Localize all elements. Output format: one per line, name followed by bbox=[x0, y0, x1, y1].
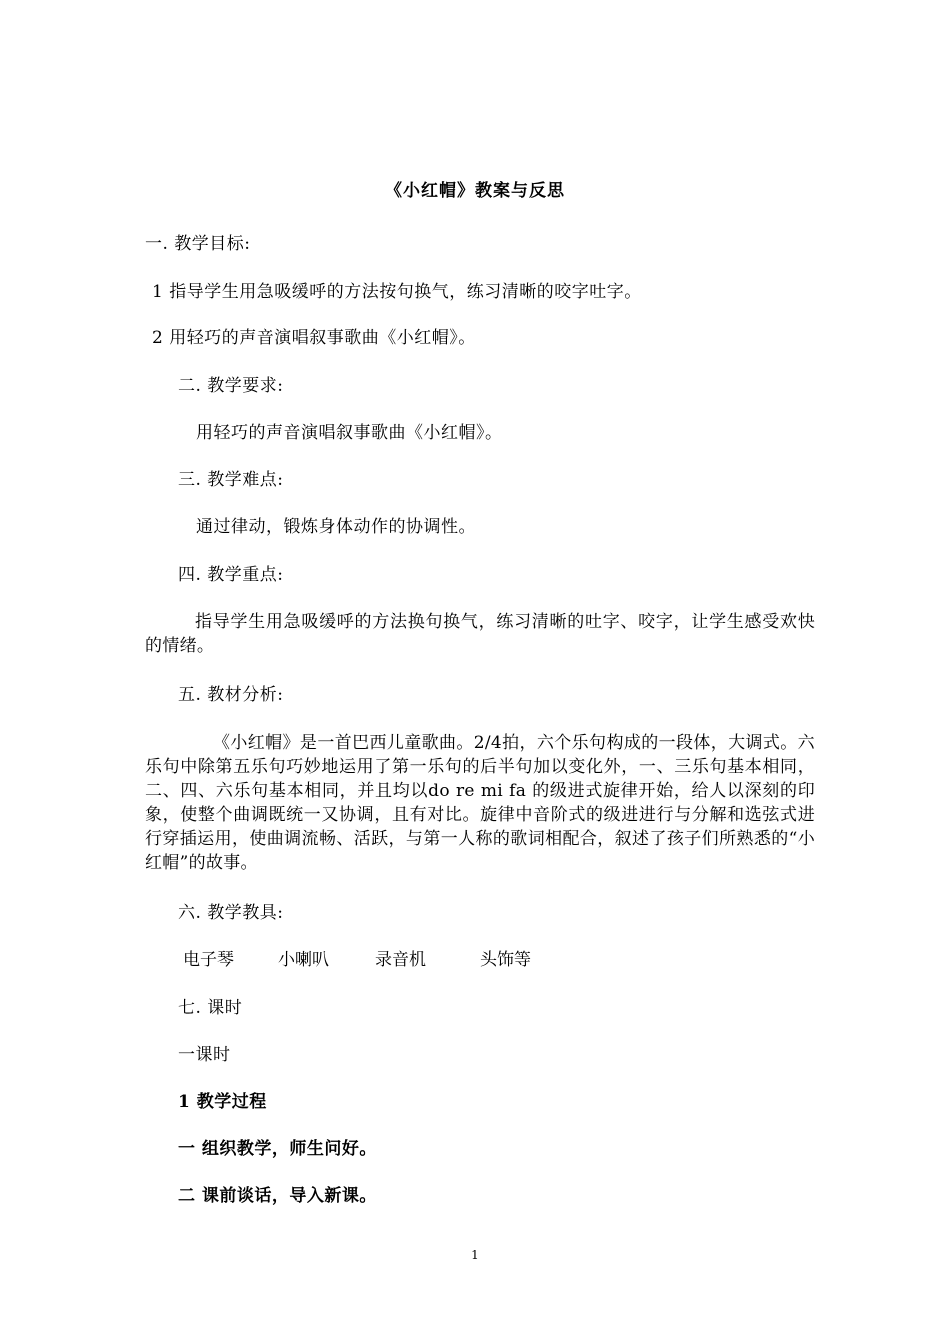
objective-item-2: 2 用轻巧的声音演唱叙事歌曲《小红帽》。 bbox=[152, 328, 476, 348]
teaching-aids-list bbox=[183, 948, 531, 972]
section-heading-key-points: 四. 教学重点: bbox=[178, 565, 284, 585]
section-heading-material-analysis: 五. 教材分析: bbox=[178, 685, 284, 705]
material-analysis-text: 《小红帽》是一首巴西儿童歌曲。2/4拍，六个乐句构成的一段体，大调式。六乐句中除第五乐句巧妙地运用了第一乐句的后半句加以变化外，一、三乐句基本相同，二、四、六乐句基本相同，并且均以do re mi fa 的级进式旋律开始，给人以深刻的印象，使整个曲调既统一又协调，且有对比。旋律中音阶式的级进进行与分解和选弦式进行穿插运用，使曲调流畅、活跃，与第一人称的歌词相配合，叙述了孩子们所熟悉的“小红帽”的故事。 bbox=[145, 733, 815, 873]
teaching-aid-item: 小喇叭 bbox=[278, 950, 329, 970]
teaching-aid-item: 录音机 bbox=[375, 950, 426, 970]
key-points-text: 指导学生用急吸缓呼的方法换句换气，练习清晰的吐字、咬字，让学生感受欢快的情绪。 bbox=[145, 612, 815, 656]
class-hours-text: 一课时 bbox=[178, 1045, 231, 1065]
section-heading-requirements: 二. 教学要求: bbox=[178, 376, 284, 396]
requirements-text: 用轻巧的声音演唱叙事歌曲《小红帽》。 bbox=[196, 423, 503, 443]
difficulties-text: 通过律动，锻炼身体动作的协调性。 bbox=[196, 517, 476, 537]
document-title: 《小红帽》教案与反思 bbox=[385, 181, 565, 201]
section-heading-class-hours: 七. 课时 bbox=[178, 998, 243, 1018]
section-heading-difficulties: 三. 教学难点: bbox=[178, 470, 284, 490]
teaching-process-step-1: 一 组织教学，师生问好。 bbox=[178, 1139, 377, 1159]
teaching-process-step-2: 二 课前谈话，导入新课。 bbox=[178, 1186, 377, 1206]
objective-item-1: 1 指导学生用急吸缓呼的方法按句换气，练习清晰的咬字吐字。 bbox=[152, 282, 642, 302]
teaching-process-heading: 1 教学过程 bbox=[178, 1092, 267, 1112]
page-number: 1 bbox=[471, 1248, 479, 1262]
section-heading-teaching-aids: 六. 教学教具: bbox=[178, 903, 284, 923]
teaching-aid-item: 头饰等 bbox=[480, 950, 531, 970]
section-heading-objectives: 一. 教学目标: bbox=[145, 234, 251, 254]
teaching-aid-item: 电子琴 bbox=[183, 950, 234, 970]
